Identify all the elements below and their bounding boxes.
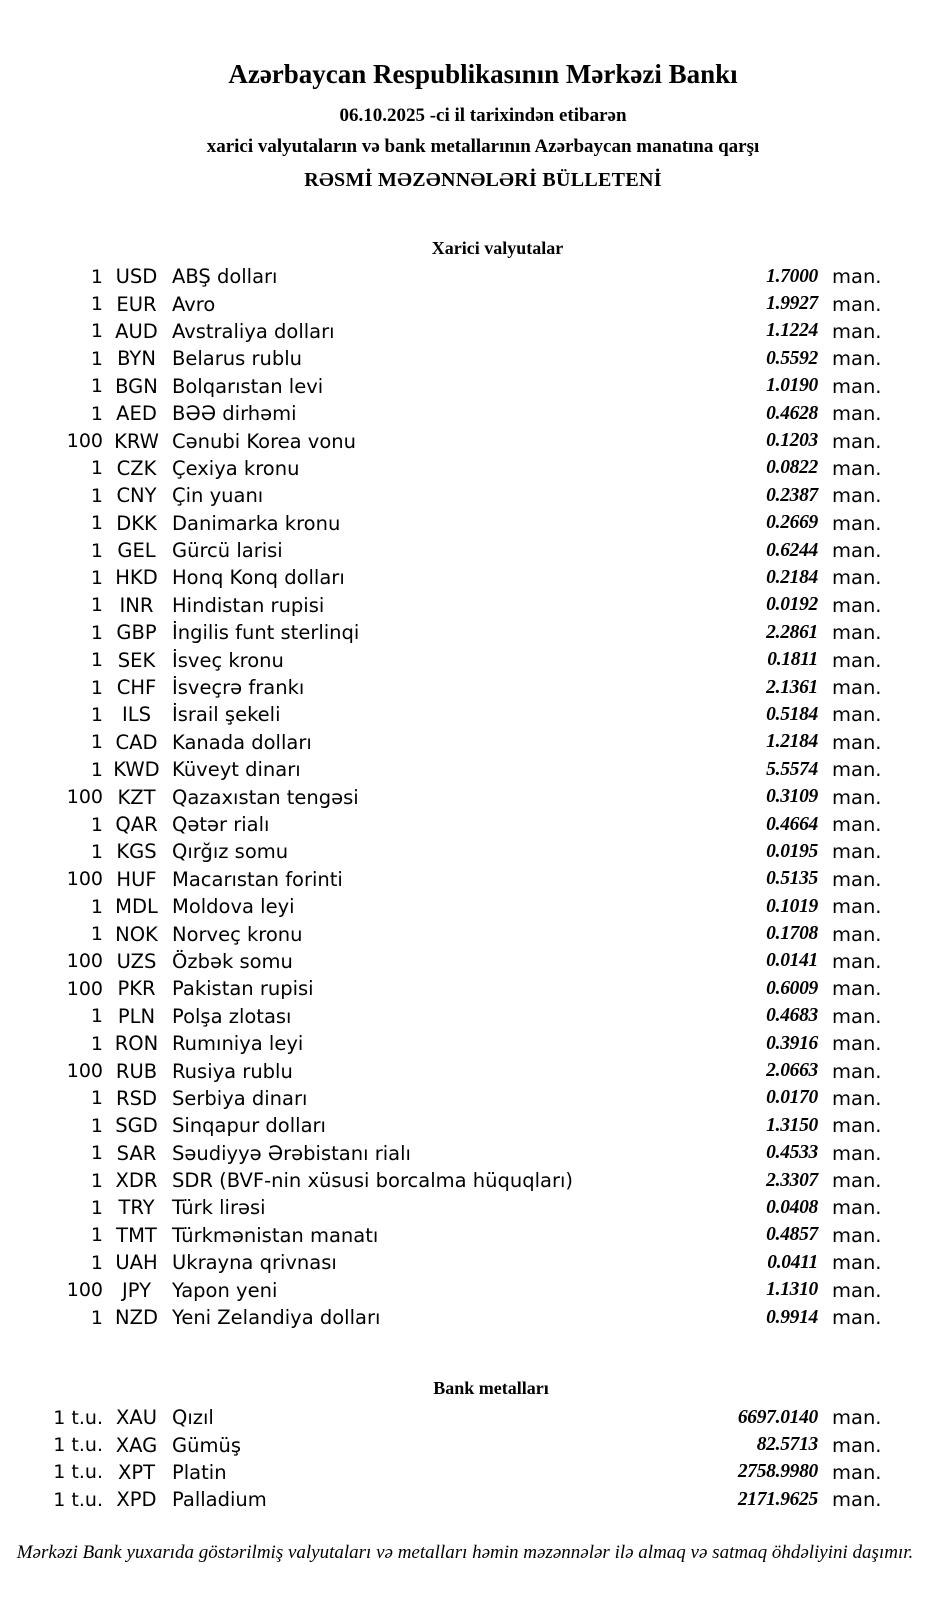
unit-label: man. <box>832 1169 882 1193</box>
unit-label: man. <box>832 347 882 371</box>
currency-name: Rumıniya leyi <box>172 1032 304 1056</box>
effective-date-line: 06.10.2025 -ci il tarixindən etibarən <box>339 105 627 126</box>
table-row <box>0 1085 930 1112</box>
currency-name: İsrail şekeli <box>172 703 281 727</box>
unit-label: man. <box>832 1278 882 1302</box>
rate-quantity: 1 <box>90 1087 103 1110</box>
currency-name: Danimarka kronu <box>172 511 341 535</box>
currency-code: UAH <box>115 1251 158 1275</box>
table-row <box>0 975 930 1002</box>
rate-value: 2.1361 <box>766 676 818 698</box>
rate-quantity: 1 <box>90 676 103 699</box>
currency-code: BYN <box>117 347 156 371</box>
currency-code: XAG <box>115 1433 158 1457</box>
rate-quantity: 1 <box>90 649 103 672</box>
currency-code: CHF <box>116 676 157 700</box>
unit-label: man. <box>832 813 882 836</box>
rate-value: 2171.9625 <box>737 1488 818 1510</box>
rate-value: 0.3109 <box>766 786 818 808</box>
unit-label: man. <box>832 1004 882 1028</box>
currency-name: Gürcü larisi <box>172 539 283 563</box>
unit-label: man. <box>832 265 882 289</box>
table-row <box>0 564 930 591</box>
unit-label: man. <box>832 511 882 535</box>
currency-name: Polşa zlotası <box>172 1004 292 1028</box>
bulletin-title: RƏSMİ MƏZƏNNƏLƏRİ BÜLLETENİ <box>304 169 662 191</box>
rate-quantity: 100 <box>66 868 103 891</box>
table-row <box>0 592 930 619</box>
currency-name: Avstraliya dolları <box>172 319 335 343</box>
rate-quantity: 1 <box>90 923 103 946</box>
unit-label: man. <box>832 867 882 891</box>
rate-quantity: 1 <box>90 1224 103 1247</box>
rate-value: 0.4533 <box>766 1142 818 1164</box>
currency-name: Belarus rublu <box>172 347 303 371</box>
unit-label: man. <box>832 456 882 480</box>
unit-label: man. <box>832 1032 882 1056</box>
currency-name: Pakistan rupisi <box>172 977 314 1001</box>
rate-quantity: 1 t.u. <box>53 1461 103 1484</box>
currency-name: Qətər rialı <box>172 813 270 836</box>
currency-name: Macarıstan forinti <box>172 867 343 891</box>
table-row <box>0 756 930 783</box>
currency-code: NZD <box>115 1306 158 1330</box>
currency-code: HKD <box>115 566 158 590</box>
table-row <box>0 1404 930 1431</box>
unit-label: man. <box>832 566 882 590</box>
currency-code: SEK <box>117 648 156 672</box>
rate-value: 0.5592 <box>766 347 818 369</box>
rate-value: 0.0195 <box>766 840 818 862</box>
rate-quantity: 1 <box>90 1169 103 1192</box>
rate-quantity: 1 <box>90 457 103 480</box>
currency-name: Çin yuanı <box>172 484 264 508</box>
currency-code: GEL <box>117 539 156 563</box>
rate-quantity: 1 <box>90 539 103 562</box>
table-row <box>0 263 930 290</box>
rate-value: 2.3307 <box>766 1169 818 1191</box>
currency-code: ILS <box>122 703 151 727</box>
unit-label: man. <box>832 840 882 864</box>
currency-name: Hindistan rupisi <box>172 593 325 617</box>
rate-quantity: 1 <box>90 1196 103 1219</box>
rate-quantity: 1 <box>90 621 103 644</box>
rate-quantity: 1 <box>90 1005 103 1028</box>
table-row <box>0 1030 930 1057</box>
unit-label: man. <box>832 1406 882 1430</box>
table-row <box>0 1057 930 1084</box>
table-row <box>0 1167 930 1194</box>
unit-label: man. <box>832 593 882 617</box>
unit-label: man. <box>832 1196 882 1220</box>
currency-name: Çexiya kronu <box>172 456 300 480</box>
currency-name: Türkmənistan manatı <box>172 1223 379 1247</box>
unit-label: man. <box>832 374 882 398</box>
rate-quantity: 100 <box>66 430 103 453</box>
currency-name: Ukrayna qrivnası <box>172 1251 337 1275</box>
rate-quantity: 100 <box>66 1279 103 1302</box>
unit-label: man. <box>832 539 882 563</box>
rate-value: 0.5135 <box>766 868 818 890</box>
unit-label: man. <box>832 703 882 727</box>
unit-label: man. <box>832 1460 882 1484</box>
unit-label: man. <box>832 292 882 316</box>
table-row <box>0 1459 930 1486</box>
rate-value: 0.2669 <box>766 512 818 534</box>
rate-value: 2.0663 <box>766 1060 818 1082</box>
table-row <box>0 1194 930 1221</box>
currency-name: Qızıl <box>172 1406 214 1430</box>
currency-name: İsveçrə frankı <box>172 676 305 700</box>
currency-name: SDR (BVF-nin xüsusi borcalma hüquqları) <box>172 1169 574 1193</box>
currency-name: Serbiya dinarı <box>172 1086 308 1110</box>
rate-quantity: 1 <box>90 1251 103 1274</box>
rate-quantity: 1 <box>90 703 103 726</box>
currency-name: Yapon yeni <box>172 1278 278 1302</box>
rate-quantity: 1 t.u. <box>53 1434 103 1457</box>
currency-code: AED <box>116 402 157 426</box>
bulletin-subtitle: xarici valyutaların və bank metallarının Azərbaycan manatına qarşı <box>206 136 760 157</box>
table-row <box>0 345 930 372</box>
rate-quantity: 1 <box>90 402 103 425</box>
table-row <box>0 948 930 975</box>
table-row <box>0 701 930 728</box>
unit-label: man. <box>832 1114 882 1138</box>
rate-value: 0.0192 <box>766 594 818 616</box>
table-row <box>0 373 930 400</box>
rate-quantity: 100 <box>66 1060 103 1083</box>
rate-quantity: 1 <box>90 758 103 781</box>
rate-value: 0.1708 <box>766 923 818 945</box>
section-heading-bank-metals: Bank metalları <box>433 1378 549 1398</box>
rate-quantity: 1 <box>90 1032 103 1055</box>
currency-code: KZT <box>117 785 156 809</box>
rate-value: 0.4857 <box>766 1224 818 1246</box>
currency-name: İngilis funt sterlinqi <box>172 621 360 645</box>
table-row <box>0 1249 930 1276</box>
currency-name: İsveç kronu <box>172 648 284 672</box>
unit-label: man. <box>832 922 882 946</box>
table-row <box>0 1276 930 1303</box>
currency-name: Moldova leyi <box>172 895 295 919</box>
rate-value: 1.0190 <box>766 375 818 397</box>
rate-quantity: 1 <box>90 594 103 617</box>
unit-label: man. <box>832 1059 882 1083</box>
rate-quantity: 1 <box>90 1142 103 1165</box>
table-row <box>0 646 930 673</box>
currency-name: Səudiyyə Ərəbistanı rialı <box>172 1141 411 1165</box>
table-row <box>0 1431 930 1458</box>
unit-label: man. <box>832 1086 882 1110</box>
table-row <box>0 1112 930 1139</box>
rate-quantity: 100 <box>66 950 103 973</box>
rate-value: 0.0822 <box>766 457 818 479</box>
rate-quantity: 100 <box>66 977 103 1000</box>
currency-name: Gümüş <box>172 1433 241 1457</box>
table-row <box>0 866 930 893</box>
currency-code: TMT <box>116 1223 157 1247</box>
rate-quantity: 1 t.u. <box>53 1406 103 1429</box>
currency-code: XPD <box>116 1488 157 1512</box>
rate-value: 0.9914 <box>766 1306 818 1328</box>
table-row <box>0 619 930 646</box>
rate-quantity: 1 <box>90 347 103 370</box>
currency-code: RON <box>114 1032 159 1056</box>
rate-quantity: 1 <box>90 320 103 343</box>
rate-value: 0.1811 <box>767 649 818 671</box>
rate-value: 1.1310 <box>766 1279 818 1301</box>
rate-quantity: 100 <box>66 786 103 809</box>
rate-value: 0.4628 <box>766 402 818 424</box>
currency-code: KGS <box>116 840 157 864</box>
unit-label: man. <box>832 758 882 782</box>
table-row <box>0 400 930 427</box>
unit-label: man. <box>832 949 882 973</box>
rate-value: 0.3916 <box>766 1032 818 1054</box>
table-row <box>0 1486 930 1513</box>
currency-code: RSD <box>116 1086 157 1110</box>
section-heading-foreign-currencies: Xarici valyutalar <box>431 238 564 258</box>
rate-value: 1.7000 <box>766 265 818 287</box>
currency-code: UZS <box>116 949 157 973</box>
currency-name: Küveyt dinarı <box>172 758 301 782</box>
currency-code: AUD <box>115 319 158 343</box>
currency-code: CZK <box>116 456 157 480</box>
rate-quantity: 1 <box>90 375 103 398</box>
unit-label: man. <box>832 484 882 508</box>
unit-label: man. <box>832 621 882 645</box>
currency-code: XPT <box>117 1460 156 1484</box>
rate-quantity: 1 <box>90 566 103 589</box>
currency-name: Özbək somu <box>172 949 293 973</box>
table-row <box>0 537 930 564</box>
rate-quantity: 1 <box>90 293 103 316</box>
unit-label: man. <box>832 1251 882 1275</box>
rate-quantity: 1 <box>90 1114 103 1137</box>
table-row <box>0 729 930 756</box>
unit-label: man. <box>832 1141 882 1165</box>
currency-code: SAR <box>116 1141 157 1165</box>
currency-code: EUR <box>116 292 157 316</box>
unit-label: man. <box>832 1488 882 1512</box>
currency-name: Rusiya rublu <box>172 1059 293 1083</box>
rate-value: 0.4664 <box>766 813 818 835</box>
unit-label: man. <box>832 1433 882 1457</box>
unit-label: man. <box>832 1306 882 1330</box>
currency-code: PKR <box>117 977 156 1001</box>
rate-value: 82.5713 <box>756 1434 818 1456</box>
rate-quantity: 1 <box>90 484 103 507</box>
currency-code: CAD <box>115 730 158 754</box>
rate-value: 2758.9980 <box>737 1461 818 1483</box>
table-row <box>0 1003 930 1030</box>
rate-value: 0.0408 <box>766 1196 818 1218</box>
table-row <box>0 455 930 482</box>
table-row <box>0 482 930 509</box>
currency-code: TRY <box>118 1196 155 1220</box>
currency-name: Kanada dolları <box>172 730 312 754</box>
unit-label: man. <box>832 730 882 754</box>
rate-value: 5.5574 <box>766 758 818 780</box>
table-row <box>0 318 930 345</box>
table-row <box>0 893 930 920</box>
currency-name: Bolqarıstan levi <box>172 374 324 398</box>
rate-quantity: 1 <box>90 895 103 918</box>
rate-quantity: 1 t.u. <box>53 1488 103 1511</box>
currency-code: RUB <box>115 1059 158 1083</box>
unit-label: man. <box>832 429 882 453</box>
currency-name: Cənubi Korea vonu <box>172 429 356 453</box>
rate-quantity: 1 <box>90 813 103 836</box>
rate-value: 0.4683 <box>766 1005 818 1027</box>
bank-metals-table <box>0 1404 930 1514</box>
currency-name: Norveç kronu <box>172 922 303 946</box>
currency-name: Honq Konq dolları <box>172 566 345 590</box>
currency-name: BƏƏ dirhəmi <box>172 402 297 426</box>
rate-value: 0.5184 <box>766 703 818 725</box>
currency-name: Yeni Zelandiya dolları <box>172 1306 381 1330</box>
currency-name: Sinqapur dolları <box>172 1114 326 1138</box>
rate-value: 0.6244 <box>766 539 818 561</box>
currency-name: Qazaxıstan tengəsi <box>172 785 359 809</box>
rate-value: 1.2184 <box>766 731 818 753</box>
currency-code: NOK <box>115 922 158 946</box>
rate-value: 0.0170 <box>766 1087 818 1109</box>
unit-label: man. <box>832 1223 882 1247</box>
currency-code: DKK <box>116 511 157 535</box>
rate-value: 0.2387 <box>766 484 818 506</box>
table-row <box>0 783 930 810</box>
rate-value: 0.6009 <box>766 977 818 999</box>
currency-name: Qırğız somu <box>172 840 289 864</box>
currency-code: BGN <box>115 374 158 398</box>
currency-code: KRW <box>114 429 159 453</box>
currency-code: XDR <box>115 1169 158 1193</box>
rate-value: 0.0141 <box>766 950 818 972</box>
currency-name: Platin <box>172 1460 227 1484</box>
currency-name: Palladium <box>172 1488 267 1512</box>
unit-label: man. <box>832 977 882 1001</box>
rate-value: 1.1224 <box>766 320 818 342</box>
currency-code: QAR <box>115 813 158 836</box>
rate-value: 0.2184 <box>766 566 818 588</box>
currency-name: ABŞ dolları <box>172 265 278 289</box>
unit-label: man. <box>832 676 882 700</box>
rate-quantity: 1 <box>90 512 103 535</box>
rate-value: 1.9927 <box>766 293 818 315</box>
unit-label: man. <box>832 785 882 809</box>
table-row <box>0 427 930 454</box>
table-row <box>0 838 930 865</box>
currency-code: XAU <box>116 1406 157 1430</box>
currency-code: USD <box>115 265 158 289</box>
rate-value: 0.0411 <box>767 1251 818 1273</box>
rate-quantity: 1 <box>90 1306 103 1329</box>
table-row <box>0 1222 930 1249</box>
disclaimer-note: Mərkəzi Bank yuxarıda göstərilmiş valyutaları və metalları həmin məzənnələr ilə almaq və satmaq öhdəliyini daşımır. <box>16 1542 914 1563</box>
rate-value: 0.1203 <box>766 430 818 452</box>
unit-label: man. <box>832 895 882 919</box>
currency-code: SGD <box>115 1114 158 1138</box>
currency-name: Avro <box>172 292 216 316</box>
table-row <box>0 674 930 701</box>
currency-code: JPY <box>122 1278 151 1302</box>
currency-code: KWD <box>113 758 160 782</box>
currency-code: INR <box>119 593 154 617</box>
foreign-currencies-table <box>0 263 930 1331</box>
currency-name: Türk lirəsi <box>172 1196 266 1220</box>
table-row <box>0 510 930 537</box>
currency-code: HUF <box>116 867 157 891</box>
table-row <box>0 290 930 317</box>
unit-label: man. <box>832 648 882 672</box>
rate-value: 6697.0140 <box>737 1406 818 1428</box>
rate-value: 0.1019 <box>766 895 818 917</box>
currency-code: MDL <box>115 895 158 919</box>
unit-label: man. <box>832 402 882 426</box>
table-row <box>0 1304 930 1331</box>
unit-label: man. <box>832 319 882 343</box>
rate-value: 2.2861 <box>766 621 818 643</box>
rate-quantity: 1 <box>90 265 103 288</box>
currency-code: GBP <box>116 621 157 645</box>
table-row <box>0 811 930 838</box>
currency-code: CNY <box>116 484 157 508</box>
rate-quantity: 1 <box>90 840 103 863</box>
currency-code: PLN <box>117 1004 156 1028</box>
rate-value: 1.3150 <box>766 1114 818 1136</box>
page-title: Azərbaycan Respublikasının Mərkəzi Bankı <box>228 59 738 89</box>
table-row <box>0 920 930 947</box>
rate-quantity: 1 <box>90 731 103 754</box>
table-row <box>0 1140 930 1167</box>
